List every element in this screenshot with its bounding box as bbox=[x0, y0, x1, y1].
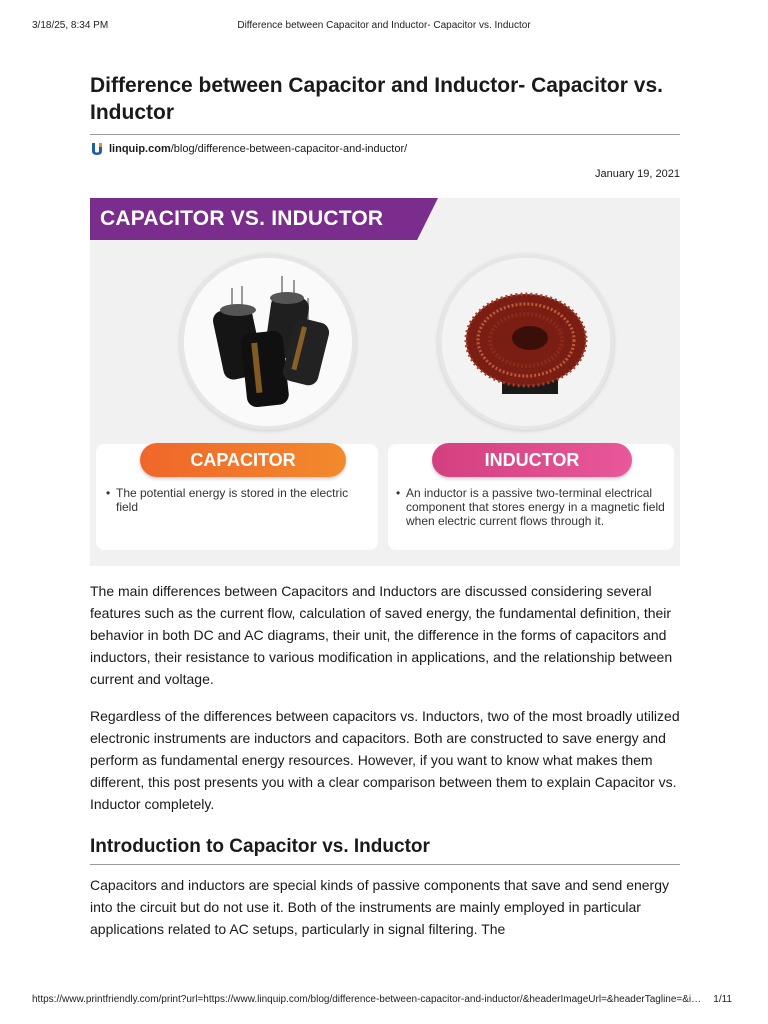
inductor-photo bbox=[438, 254, 614, 430]
linquip-logo-icon bbox=[90, 142, 104, 156]
bullet-icon: • bbox=[396, 486, 401, 500]
page-number: 1/11 bbox=[713, 994, 732, 1005]
print-doc-title: Difference between Capacitor and Inductor- Capacitor vs. Inductor bbox=[237, 20, 531, 31]
capacitor-description-text: The potential energy is stored in the electric field bbox=[116, 486, 349, 514]
source-path[interactable]: /blog/difference-between-capacitor-and-inductor/ bbox=[170, 143, 408, 155]
inductor-coil-illustration-icon bbox=[442, 258, 610, 426]
paragraph-1: The main differences between Capacitors and Inductors are discussed considering several features such as the current flow, calculation of saved energy, the fundamental definition, their behavior in both DC and AC diagrams, their unit, the difference in the forms of capacitors and inductors, their resistance to various modification in applications, and the relationship between current and voltage. bbox=[90, 583, 673, 687]
bullet-icon: • bbox=[106, 486, 111, 500]
article-header bbox=[90, 72, 680, 180]
hero-banner-text: CAPACITOR VS. INDUCTOR bbox=[100, 207, 384, 230]
capacitor-photo bbox=[180, 254, 356, 430]
source-line[interactable] bbox=[90, 142, 680, 156]
print-datetime: 3/18/25, 8:34 PM bbox=[32, 20, 109, 31]
capacitor-label: CAPACITOR bbox=[140, 443, 346, 477]
capacitor-illustration-icon bbox=[184, 258, 352, 426]
paragraph-3: Capacitors and inductors are special kinds of passive components that save and send energy into the circuit but do not use it. Both of the instruments are mainly employed in particular applications related to AC setups, particularly in signal filtering. The bbox=[90, 877, 670, 937]
capacitor-description bbox=[106, 486, 356, 514]
print-header bbox=[0, 20, 768, 34]
print-footer bbox=[0, 994, 768, 1008]
inductor-description bbox=[396, 486, 668, 528]
hero-image bbox=[90, 198, 680, 566]
publish-date: January 19, 2021 bbox=[594, 168, 680, 180]
inductor-label: INDUCTOR bbox=[432, 443, 632, 477]
section-heading: Introduction to Capacitor vs. Inductor bbox=[90, 836, 680, 865]
article-title: Difference between Capacitor and Inductor- Capacitor vs. Inductor bbox=[90, 72, 680, 135]
inductor-description-text: An inductor is a passive two-terminal electrical component that stores energy in a magnetic field when electric current flows through it. bbox=[406, 486, 665, 528]
print-url: https://www.printfriendly.com/print?url=https://www.linquip.com/blog/difference-between-capacitor-and-inductor/&headerImageUrl=&headerTagline=&i… bbox=[32, 994, 702, 1005]
source-domain[interactable]: linquip.com bbox=[109, 143, 171, 155]
paragraph-2: Regardless of the differences between capacitors vs. Inductors, two of the most broadly utilized electronic instruments are inductors and capacitors. Both are constructed to save energy and perform as fundamental energy resources. However, if you want to know what makes them different, this post presents you with a clear comparison between them to explain Capacitor vs. Inductor completely. bbox=[90, 708, 680, 812]
